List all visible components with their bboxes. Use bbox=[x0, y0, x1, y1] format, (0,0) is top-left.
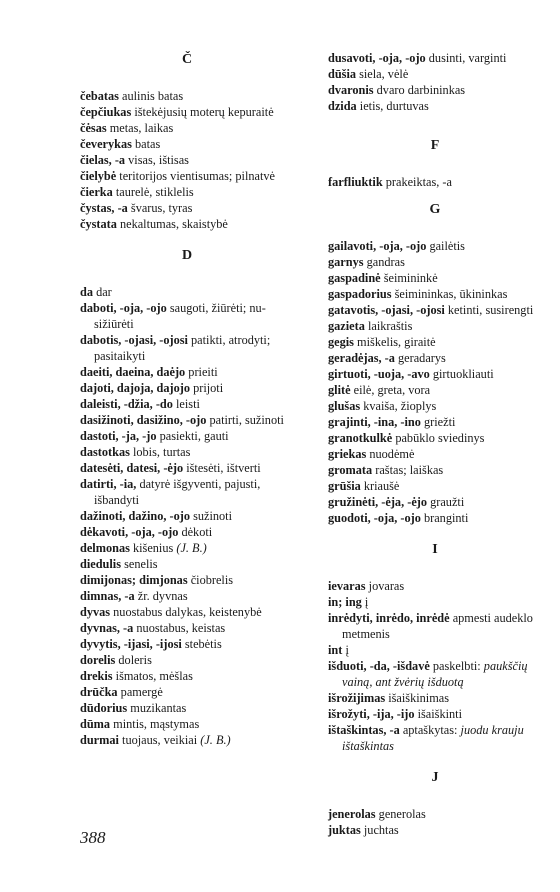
headword: drekis bbox=[80, 669, 113, 683]
definition: dėkoti bbox=[181, 525, 213, 539]
headword: da bbox=[80, 285, 93, 299]
headword: glitė bbox=[328, 383, 351, 397]
definition: griežti bbox=[424, 415, 456, 429]
headword: dimnas, -a bbox=[80, 589, 135, 603]
dictionary-entry bbox=[328, 350, 542, 366]
dictionary-entry bbox=[80, 88, 294, 104]
dictionary-entry bbox=[328, 254, 542, 270]
definition: į bbox=[364, 595, 369, 609]
dictionary-entry bbox=[328, 610, 542, 642]
headword: in; ing bbox=[328, 595, 362, 609]
headword: čystas, -a bbox=[80, 201, 128, 215]
dictionary-entry bbox=[80, 540, 294, 556]
definition: prakeiktas, -a bbox=[385, 175, 452, 189]
dictionary-entry bbox=[80, 120, 294, 136]
headword: dasižinoti, dasižino, -ojo bbox=[80, 413, 207, 427]
definition: generolas bbox=[378, 807, 426, 821]
definition: žr. dyvnas bbox=[137, 589, 188, 603]
definition: raštas; laiškas bbox=[375, 463, 444, 477]
definition: dar bbox=[96, 285, 112, 299]
dictionary-entry bbox=[80, 380, 294, 396]
headword: dabotis, -ojasi, -ojosi bbox=[80, 333, 188, 347]
definition: graužti bbox=[430, 495, 465, 509]
headword: granotkulkė bbox=[328, 431, 393, 445]
headword: gailavoti, -oja, -ojo bbox=[328, 239, 427, 253]
definition: jovaras bbox=[368, 579, 405, 593]
dictionary-entry bbox=[328, 462, 542, 478]
headword: dūma bbox=[80, 717, 111, 731]
definition: pamergė bbox=[120, 685, 163, 699]
headword: gaspadorius bbox=[328, 287, 392, 301]
dictionary-entry bbox=[80, 636, 294, 652]
dictionary-entry bbox=[80, 152, 294, 168]
headword: dyvnas, -a bbox=[80, 621, 134, 635]
headword: čielas, -a bbox=[80, 153, 126, 167]
headword: gegis bbox=[328, 335, 354, 349]
definition: dvaro darbininkas bbox=[376, 83, 466, 97]
definition: patirti, sužinoti bbox=[209, 413, 284, 427]
letter-section bbox=[328, 540, 542, 754]
headword: dimijonas; dimjonas bbox=[80, 573, 188, 587]
headword: durmai bbox=[80, 733, 119, 747]
definition: senelis bbox=[124, 557, 158, 571]
definition: nekaltumas, skaistybė bbox=[119, 217, 228, 231]
dictionary-entry bbox=[328, 382, 542, 398]
headword: išduoti, -da, -išdavė bbox=[328, 659, 430, 673]
dictionary-entry bbox=[80, 700, 294, 716]
headword: int bbox=[328, 643, 343, 657]
dictionary-entry bbox=[328, 318, 542, 334]
headword: dėkavoti, -oja, -ojo bbox=[80, 525, 179, 539]
definition: branginti bbox=[423, 511, 469, 525]
definition: saugoti, žiūrėti; nusižiūrėti bbox=[94, 301, 266, 331]
headword: čebatas bbox=[80, 89, 119, 103]
definition: kriaušė bbox=[363, 479, 400, 493]
headword: dajoti, dajoja, dajojo bbox=[80, 381, 190, 395]
definition: pabūklo sviedinys bbox=[395, 431, 485, 445]
dictionary-entry bbox=[80, 652, 294, 668]
definition: švarus, tyras bbox=[130, 201, 193, 215]
letter-section bbox=[328, 136, 542, 190]
headword: gatavotis, -ojasi, -ojosi bbox=[328, 303, 445, 317]
dictionary-entry bbox=[328, 658, 542, 690]
headword: drūčka bbox=[80, 685, 118, 699]
dictionary-entry bbox=[80, 604, 294, 620]
headword: daleisti, -džia, -do bbox=[80, 397, 173, 411]
definition: pasiekti, gauti bbox=[159, 429, 229, 443]
headword: čepčiukas bbox=[80, 105, 132, 119]
definition: nuostabus dalykas, keistenybė bbox=[113, 605, 262, 619]
definition: laikraštis bbox=[367, 319, 413, 333]
dictionary-entry bbox=[328, 334, 542, 350]
headword: dyvytis, -ijasi, -ijosi bbox=[80, 637, 182, 651]
definition: į bbox=[345, 643, 349, 657]
definition: gandras bbox=[366, 255, 405, 269]
definition: geradarys bbox=[398, 351, 446, 365]
dictionary-entry bbox=[80, 556, 294, 572]
headword: grajinti, -ina, -ino bbox=[328, 415, 421, 429]
definition: kvaiša, žioplys bbox=[363, 399, 437, 413]
dictionary-entry bbox=[328, 594, 542, 610]
headword: čierka bbox=[80, 185, 113, 199]
dictionary-entry bbox=[328, 494, 542, 510]
definition: miškelis, giraitė bbox=[357, 335, 436, 349]
letter-section bbox=[328, 50, 542, 114]
headword: datirti, -ia, bbox=[80, 477, 137, 491]
headword: griekas bbox=[328, 447, 367, 461]
dictionary-entry bbox=[328, 302, 542, 318]
headword: farfliuktik bbox=[328, 175, 383, 189]
dictionary-entry bbox=[80, 168, 294, 184]
dictionary-entry bbox=[328, 286, 542, 302]
headword: čeverykas bbox=[80, 137, 132, 151]
definition: tuojaus, veikiai bbox=[122, 733, 198, 747]
headword: daboti, -oja, -ojo bbox=[80, 301, 167, 315]
definition: datyrė išgyventi, pajusti, išbandyti bbox=[94, 477, 261, 507]
dictionary-entry bbox=[328, 690, 542, 706]
definition: patikti, atrodyti; pasitaikyti bbox=[94, 333, 271, 363]
dictionary-entry bbox=[328, 174, 542, 190]
dictionary-entry bbox=[80, 524, 294, 540]
usage-example: juodu krauju ištaškintas bbox=[342, 723, 524, 753]
headword: dažinoti, dažino, -ojo bbox=[80, 509, 190, 523]
dictionary-entry bbox=[80, 444, 294, 460]
section-letter: G bbox=[429, 202, 441, 217]
dictionary-entry bbox=[80, 428, 294, 444]
dictionary-entry bbox=[328, 398, 542, 414]
dictionary-entry bbox=[80, 216, 294, 232]
headword: ištaškintas, -a bbox=[328, 723, 400, 737]
dictionary-entry bbox=[80, 104, 294, 120]
headword: čielybė bbox=[80, 169, 117, 183]
definition: eilė, greta, vora bbox=[353, 383, 431, 397]
dictionary-entry bbox=[80, 412, 294, 428]
definition: gailėtis bbox=[429, 239, 465, 253]
definition: nuostabus, keistas bbox=[136, 621, 226, 635]
dictionary-entry bbox=[328, 510, 542, 526]
dictionary-entry bbox=[328, 430, 542, 446]
definition: apmesti audeklo metmenis bbox=[342, 611, 533, 641]
definition: doleris bbox=[118, 653, 152, 667]
headword: juktas bbox=[328, 823, 361, 837]
dictionary-entry bbox=[80, 300, 294, 332]
headword: glušas bbox=[328, 399, 361, 413]
definition: čiobrelis bbox=[190, 573, 234, 587]
headword: dzida bbox=[328, 99, 357, 113]
section-letter: I bbox=[432, 542, 438, 557]
definition: siela, vėlė bbox=[359, 67, 409, 81]
dictionary-entry bbox=[80, 200, 294, 216]
definition: ištesėti, ištverti bbox=[186, 461, 261, 475]
definition: aulinis batas bbox=[122, 89, 184, 103]
dictionary-entry bbox=[80, 284, 294, 300]
dictionary-entry bbox=[328, 66, 542, 82]
headword: ievaras bbox=[328, 579, 366, 593]
headword: dastotkas bbox=[80, 445, 130, 459]
dictionary-entry bbox=[80, 396, 294, 412]
definition: nuodėmė bbox=[369, 447, 415, 461]
definition: visas, ištisas bbox=[128, 153, 189, 167]
definition: prieiti bbox=[188, 365, 218, 379]
definition: dusinti, varginti bbox=[428, 51, 507, 65]
dictionary-entry bbox=[80, 588, 294, 604]
dictionary-entry bbox=[328, 414, 542, 430]
dictionary-entry bbox=[328, 478, 542, 494]
dictionary-entry bbox=[328, 822, 542, 838]
dictionary-entry bbox=[80, 184, 294, 200]
headword: girtuoti, -uoja, -avo bbox=[328, 367, 430, 381]
headword: dvaronis bbox=[328, 83, 374, 97]
letter-section bbox=[328, 200, 542, 526]
dictionary-entry bbox=[328, 98, 542, 114]
letter-section bbox=[80, 246, 294, 748]
definition: išaiškinimas bbox=[388, 691, 450, 705]
headword: gazieta bbox=[328, 319, 365, 333]
dictionary-entry bbox=[80, 668, 294, 684]
headword: jenerolas bbox=[328, 807, 376, 821]
usage-example: (J. B.) bbox=[176, 541, 207, 555]
left-column bbox=[80, 50, 294, 758]
right-column bbox=[328, 50, 542, 848]
letter-section bbox=[80, 50, 294, 232]
dictionary-entry bbox=[80, 332, 294, 364]
section-letter: Č bbox=[181, 52, 193, 67]
headword: čystata bbox=[80, 217, 117, 231]
headword: guodoti, -oja, -ojo bbox=[328, 511, 421, 525]
definition: šeimininkas, ūkininkas bbox=[394, 287, 508, 301]
definition: teritorijos vientisumas; pilnatvė bbox=[119, 169, 276, 183]
section-letter: F bbox=[430, 138, 440, 153]
definition: stebėtis bbox=[184, 637, 222, 651]
dictionary-entry bbox=[80, 620, 294, 636]
headword: čėsas bbox=[80, 121, 107, 135]
letter-section bbox=[328, 768, 542, 838]
dictionary-entry bbox=[328, 806, 542, 822]
headword: gromata bbox=[328, 463, 373, 477]
dictionary-entry bbox=[328, 722, 542, 754]
dictionary-entry bbox=[80, 364, 294, 380]
headword: dastoti, -ja, -jo bbox=[80, 429, 157, 443]
definition: ištekėjusių moterų kepuraitė bbox=[134, 105, 274, 119]
dictionary-entry bbox=[80, 136, 294, 152]
headword: inrėdyti, inrėdo, inrėdė bbox=[328, 611, 450, 625]
definition: prijoti bbox=[193, 381, 224, 395]
headword: gružinėti, -ėja, -ėjo bbox=[328, 495, 428, 509]
headword: gaspadinė bbox=[328, 271, 381, 285]
usage-example: (J. B.) bbox=[200, 733, 231, 747]
definition: muzikantas bbox=[130, 701, 187, 715]
definition: aptaškytas: bbox=[402, 723, 458, 737]
headword: dūdorius bbox=[80, 701, 128, 715]
dictionary-entry bbox=[328, 642, 542, 658]
page-number: 388 bbox=[80, 828, 106, 847]
definition: kišenius bbox=[132, 541, 174, 555]
dictionary-entry bbox=[80, 476, 294, 508]
dictionary-entry bbox=[80, 732, 294, 748]
dictionary-entry bbox=[80, 572, 294, 588]
definition: ietis, durtuvas bbox=[359, 99, 429, 113]
dictionary-entry bbox=[80, 460, 294, 476]
dictionary-entry bbox=[328, 270, 542, 286]
dictionary-entry bbox=[328, 578, 542, 594]
definition: leisti bbox=[176, 397, 200, 411]
headword: datesėti, datesi, -ėjo bbox=[80, 461, 184, 475]
definition: sužinoti bbox=[193, 509, 233, 523]
dictionary-entry bbox=[80, 684, 294, 700]
headword: diedulis bbox=[80, 557, 122, 571]
dictionary-entry bbox=[328, 706, 542, 722]
definition: batas bbox=[134, 137, 161, 151]
definition: šeimininkė bbox=[383, 271, 438, 285]
headword: delmonas bbox=[80, 541, 130, 555]
dictionary-entry bbox=[80, 716, 294, 732]
dictionary-entry bbox=[328, 446, 542, 462]
dictionary-entry bbox=[328, 50, 542, 66]
section-letter: D bbox=[181, 248, 193, 263]
definition: išaiškinti bbox=[417, 707, 463, 721]
usage-example: paukščių vainą, ant žvėrių išduotą bbox=[342, 659, 528, 689]
definition: paskelbti: bbox=[432, 659, 481, 673]
section-letter: J bbox=[431, 770, 439, 785]
definition: girtuokliauti bbox=[432, 367, 494, 381]
definition: metas, laikas bbox=[109, 121, 174, 135]
headword: geradėjas, -a bbox=[328, 351, 395, 365]
headword: garnys bbox=[328, 255, 364, 269]
headword: dūšia bbox=[328, 67, 357, 81]
headword: dyvas bbox=[80, 605, 111, 619]
headword: išrožyti, -ija, -ijo bbox=[328, 707, 415, 721]
headword: išrožijimas bbox=[328, 691, 386, 705]
definition: juchtas bbox=[363, 823, 399, 837]
definition: mintis, mąstymas bbox=[113, 717, 200, 731]
definition: išmatos, mėšlas bbox=[115, 669, 193, 683]
headword: daeiti, daeina, daėjo bbox=[80, 365, 186, 379]
definition: ketinti, susirengti bbox=[447, 303, 534, 317]
dictionary-entry bbox=[328, 366, 542, 382]
headword: dorelis bbox=[80, 653, 116, 667]
definition: lobis, turtas bbox=[132, 445, 191, 459]
headword: grūšia bbox=[328, 479, 361, 493]
headword: dusavoti, -oja, -ojo bbox=[328, 51, 426, 65]
dictionary-entry bbox=[80, 508, 294, 524]
definition: taurelė, stiklelis bbox=[115, 185, 194, 199]
dictionary-entry bbox=[328, 82, 542, 98]
dictionary-entry bbox=[328, 238, 542, 254]
